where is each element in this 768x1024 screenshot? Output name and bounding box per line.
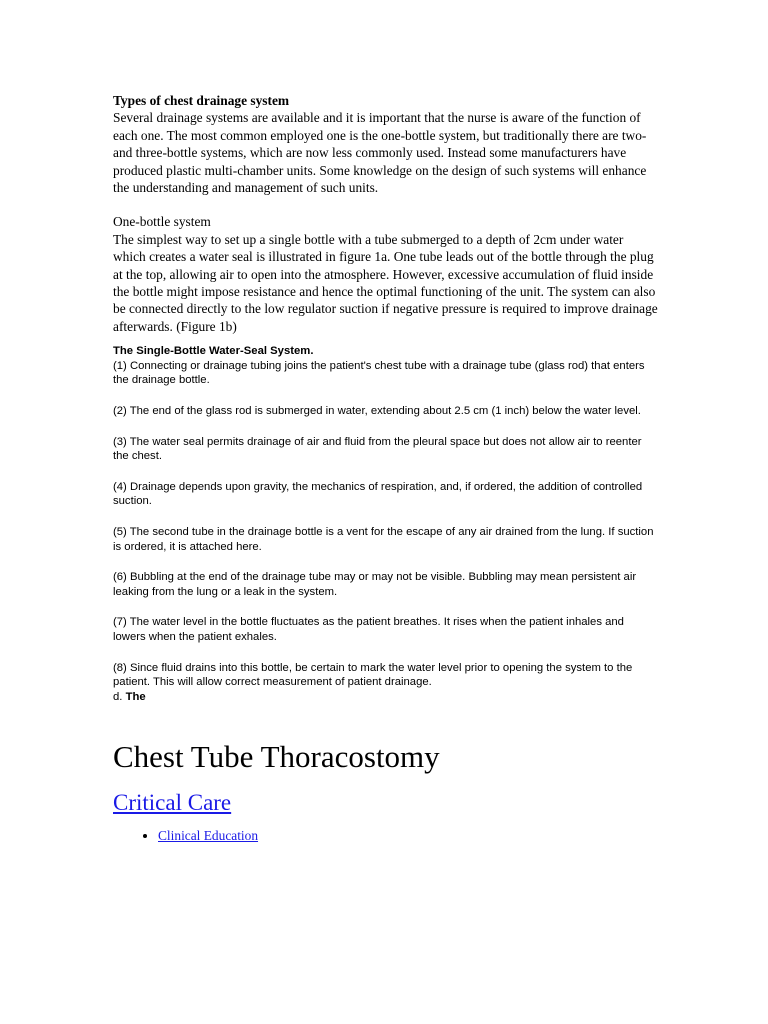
types-section-title: Types of chest drainage system — [113, 93, 290, 108]
clinical-education-link[interactable]: Clinical Education — [158, 828, 259, 844]
water-seal-section — [113, 344, 658, 704]
water-seal-item: (1) Connecting or drainage tubing joins the patient's chest tube with a drainage tube (glass rod) that enters the drainage bottle. — [113, 359, 645, 387]
water-seal-item: (2) The end of the glass rod is submerged in water, extending about 2.5 cm (1 inch) below the water level. — [113, 405, 641, 418]
list-item — [158, 827, 658, 844]
types-section-body: Several drainage systems are available and it is important that the nurse is aware of the function of each one. The most common employed one is the one-bottle system, but traditionally there are two- and three-bottle systems, which are now less commonly used. Instead some manufacturers have produced plastic multi-chamber units. Some knowledge on the design of such systems will enhance the understanding and management of such units. — [113, 110, 647, 196]
trailing-bold: The — [125, 690, 146, 703]
water-seal-item: (5) The second tube in the drainage bottle is a vent for the escape of any air drained from the lung. If suction is ordered, it is attached here. — [113, 526, 654, 553]
water-seal-item: (6) Bubbling at the end of the drainage tube may or may not be visible. Bubbling may mean persistent air leaking from the lung or a leak in the system. — [113, 571, 637, 598]
trailing-prefix: d. — [113, 690, 126, 703]
one-bottle-section — [113, 213, 658, 335]
document-page — [113, 92, 658, 844]
critical-care-link[interactable]: Critical Care — [113, 790, 232, 816]
one-bottle-heading: One-bottle system — [113, 214, 211, 230]
types-section — [113, 92, 658, 196]
link-list — [113, 827, 658, 844]
page-title: Chest Tube Thoracostomy — [113, 739, 440, 775]
critical-care-heading — [113, 789, 658, 817]
trailing-line — [113, 690, 658, 705]
one-bottle-body: The simplest way to set up a single bottle with a tube submerged to a depth of 2cm under water which creates a water seal is illustrated in figure 1a. One tube leads out of the bottle through the plug at the top, allowing air to open into the atmosphere. However, excessive accumulation of fluid inside the bottle might impose resistance and hence the optimal functioning of the unit. The system can also be connected directly to the low regulator suction if negative pressure is required to improve drainage afterwards. (Figure 1b) — [113, 231, 658, 334]
water-seal-item: (7) The water level in the bottle fluctuates as the patient breathes. It rises when the patient inhales and lowers when the patient exhales. — [113, 616, 624, 643]
water-seal-title: The Single-Bottle Water-Seal System. — [113, 345, 314, 358]
water-seal-item: (4) Drainage depends upon gravity, the mechanics of respiration, and, if ordered, the addition of controlled suction. — [113, 480, 643, 508]
water-seal-item: (8) Since fluid drains into this bottle, be certain to mark the water level prior to opening the system to the patient. This will allow correct measurement of patient drainage. — [113, 661, 633, 689]
water-seal-item: (3) The water seal permits drainage of air and fluid from the pleural space but does not allow air to reenter the chest. — [113, 435, 642, 463]
